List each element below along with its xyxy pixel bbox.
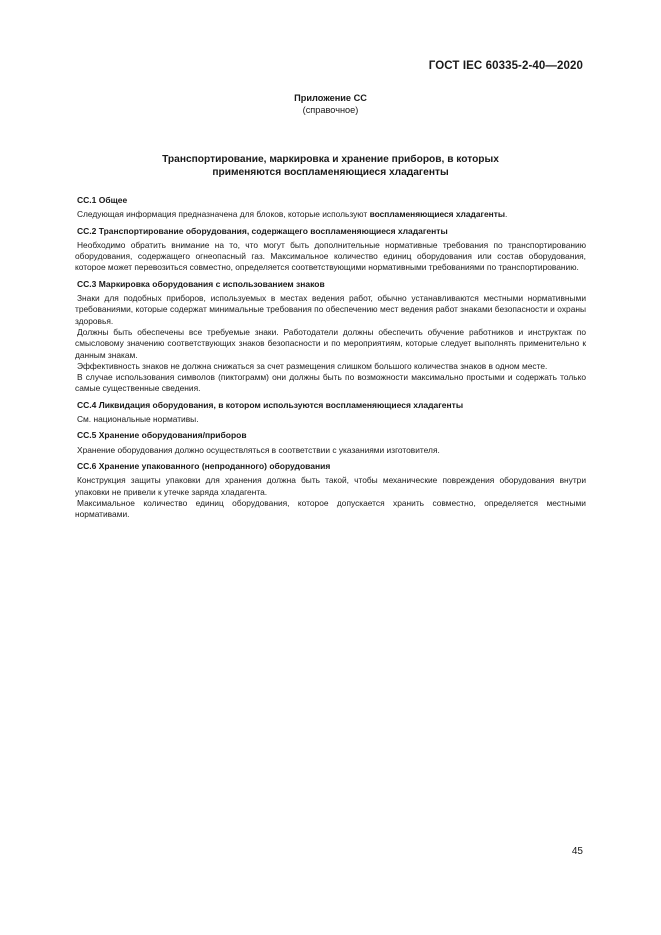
standard-id-header: ГОСТ IEC 60335-2-40—2020	[428, 60, 583, 72]
paragraph: Знаки для подобных приборов, используемых в местах ведения работ, обычно устанавливаются местными нормативными требованиями, которые содержат минимальные требования по обеспечению мест ведения работ знаками безопасности и охраны здоровья.	[75, 293, 586, 326]
bold-term: воспламеняющиеся хладагенты	[369, 209, 505, 220]
section-cc2	[75, 226, 586, 274]
section-heading: СС.4 Ликвидация оборудования, в котором используются воспламеняющиеся хладагенты	[77, 399, 464, 410]
paragraph	[75, 209, 586, 220]
paragraph: Эффективность знаков не должна снижаться за счет размещения слишком большого количества знаков в одном месте.	[77, 360, 548, 371]
paragraph: В случае использования символов (пиктограмм) они должны быть по возможности максимально простыми и содержать только самые существенные сведения.	[75, 372, 586, 394]
paragraph: См. национальные нормативы.	[77, 414, 199, 425]
paragraph: Максимальное количество единиц оборудования, которое допускается хранить совместно, определяется местными нормативами.	[75, 497, 586, 520]
section-cc5	[75, 430, 586, 456]
paragraph-text: Следующая информация предназначена для блоков, которые используют	[77, 209, 370, 220]
section-heading: СС.5 Хранение оборудования/приборов	[77, 430, 247, 441]
paragraph: Необходимо обратить внимание на то, что могут быть дополнительные нормативные требования по транспортированию оборудования, содержащего огнеопасный газ. Максимальное количество единиц оборудования или состав оборудования, которое может перевозиться совместно, определяется соответствующими нормативными требованиями по транспортированию.	[75, 239, 586, 273]
paragraph: Должны быть обеспечены все требуемые знаки. Работодатели должны обеспечить обучение работников и инструктаж по смысловому значению соответствующих знаков безопасности и по мероприятиям, которые следует выполнять применительно к данным знакам.	[75, 326, 586, 360]
document-title-line-2: применяются воспламеняющиеся хладагенты	[212, 167, 449, 178]
annex-heading	[0, 92, 661, 116]
section-cc3	[75, 279, 586, 395]
document-body	[75, 195, 586, 525]
annex-title: Приложение СС	[294, 93, 367, 103]
section-heading: СС.3 Маркировка оборудования с использованием знаков	[77, 278, 325, 289]
paragraph: Конструкция защиты упаковки для хранения должна быть такой, чтобы механические повреждения оборудования внутри упаковки не привели к утечке заряда хладагента.	[75, 475, 586, 497]
section-cc4	[75, 400, 586, 426]
annex-subtitle: (справочное)	[302, 105, 359, 115]
section-heading: СС.6 Хранение упакованного (непроданного) оборудования	[77, 460, 331, 471]
document-title	[100, 153, 561, 179]
document-title-line-1: Транспортирование, маркировка и хранение приборов, в которых	[162, 154, 499, 165]
paragraph-end: .	[504, 209, 508, 220]
paragraph: Хранение оборудования должно осуществляться в соответствии с указаниями изготовителя.	[77, 444, 440, 455]
section-cc6	[75, 461, 586, 520]
section-heading: СС.2 Транспортирование оборудования, содержащего воспламеняющиеся хладагенты	[77, 225, 448, 236]
section-heading: СС.1 Общее	[77, 195, 128, 205]
section-cc1	[75, 195, 586, 221]
page-number: 45	[571, 846, 583, 857]
